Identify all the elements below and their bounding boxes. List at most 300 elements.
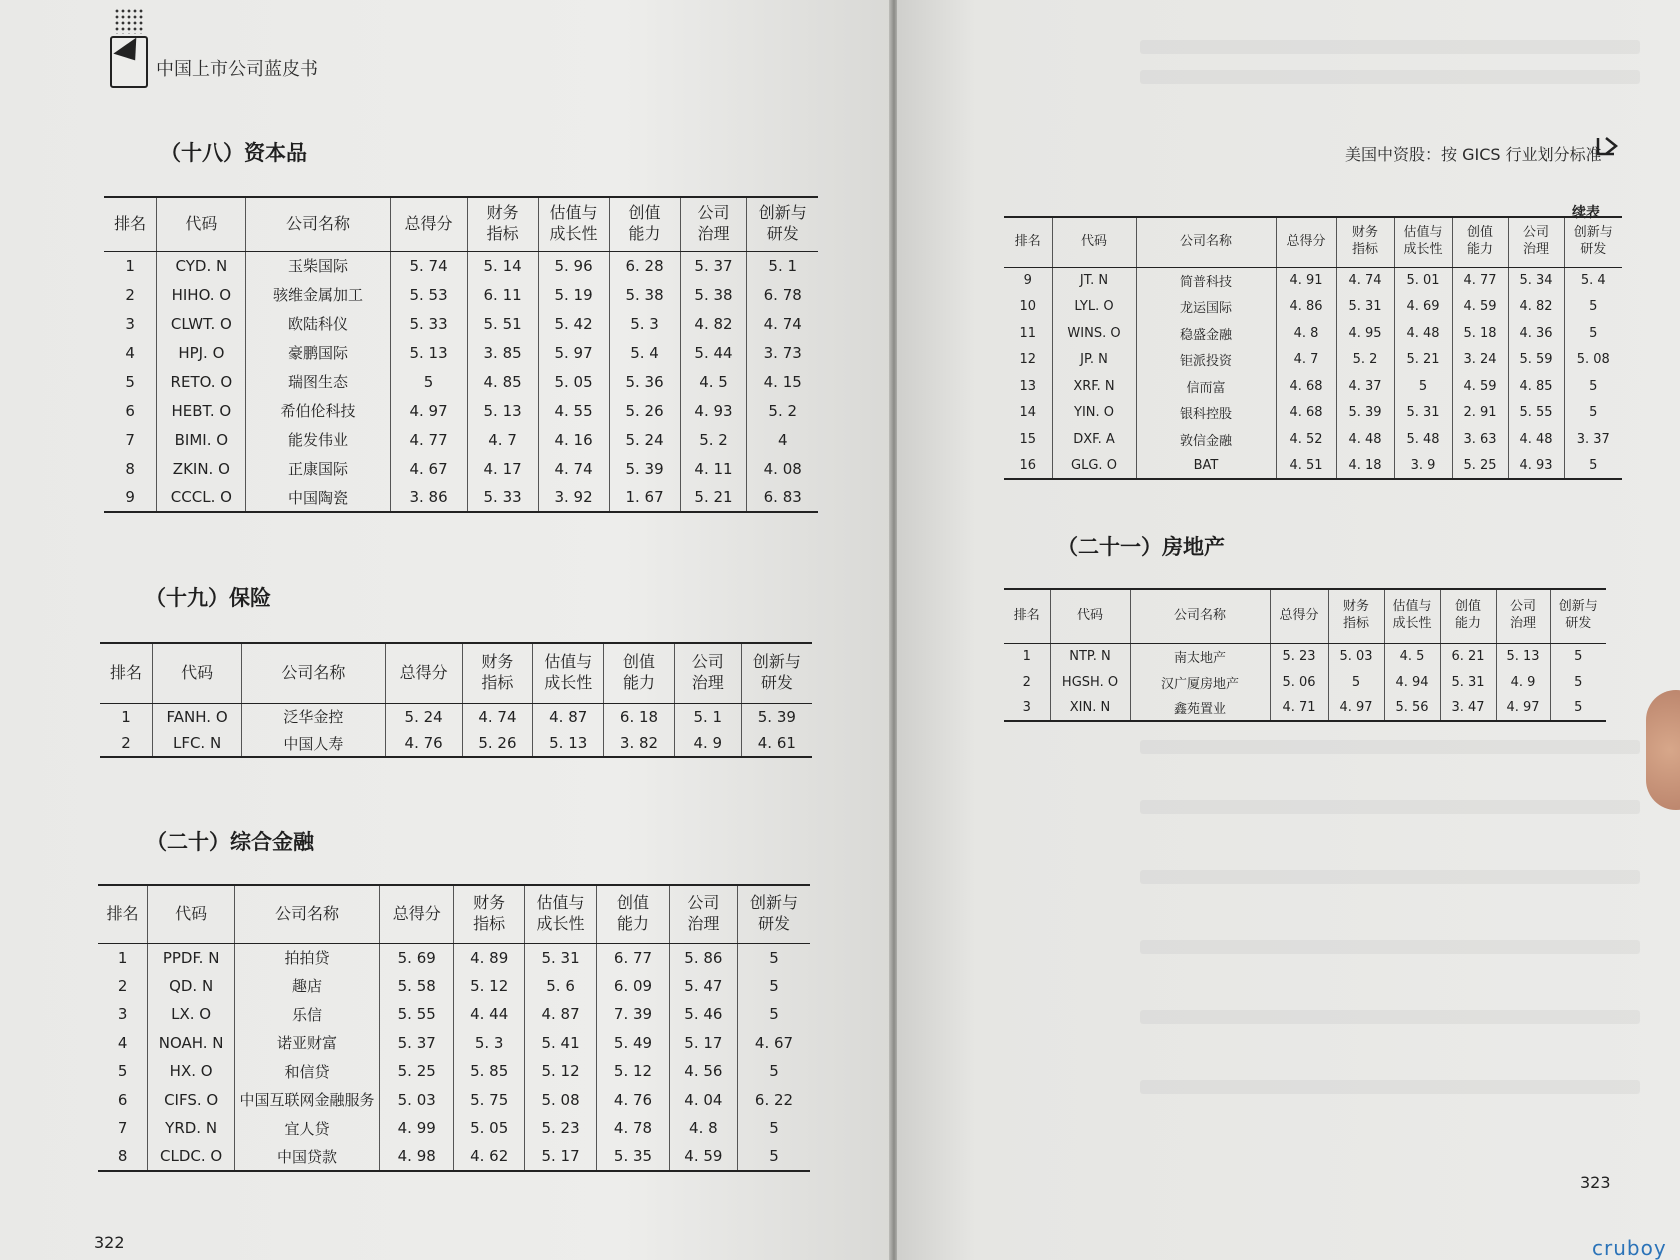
table-cell: 5. 12 [597, 1057, 669, 1086]
column-header: 代码 [148, 885, 235, 943]
table-cell: 5 [1550, 643, 1606, 669]
table-cell: 14 [1019, 405, 1037, 421]
table-cell: 鑫苑置业 [1130, 695, 1270, 721]
table-cell: 4. 77 [390, 425, 467, 454]
table-cell: 4. 93 [1508, 453, 1564, 480]
table-cell: 4. 98 [379, 1143, 454, 1172]
table-cell: 2. 91 [1452, 400, 1508, 427]
table-cell: 1 [121, 707, 131, 726]
column-header: 公司名称 [242, 643, 386, 703]
table-row [1004, 695, 1606, 721]
table-cell: 5 [738, 1143, 810, 1172]
table-cell: 4. 55 [538, 396, 609, 425]
table-cell: 5. 51 [467, 309, 538, 338]
column-header: 公司 治理 [1496, 589, 1550, 643]
table-cell: 5. 39 [1336, 400, 1394, 427]
table-cell: CLWT. O [157, 309, 246, 338]
table-row [1004, 267, 1622, 294]
table-cell: 泛华金控 [242, 703, 386, 730]
table-cell: 5. 4 [609, 338, 680, 367]
table-cell: 4. 69 [1394, 294, 1452, 321]
table-cell: 5 [1394, 373, 1452, 400]
table-cell: 4. 91 [1276, 267, 1336, 294]
table-cell: 3. 85 [467, 338, 538, 367]
table-cell: 5. 33 [390, 309, 467, 338]
table-row [98, 943, 810, 972]
table-cell: 3 [1004, 695, 1050, 721]
column-header: 排名 [104, 197, 157, 251]
table-cell: RETO. O [157, 367, 246, 396]
table-cell: 5 [1564, 320, 1622, 347]
table-cell: 4. 59 [669, 1143, 737, 1172]
table-cell: 中国互联网金融服务 [235, 1086, 380, 1115]
column-header: 创值 能力 [604, 643, 675, 703]
table-cell: 欧陆科仪 [246, 309, 390, 338]
table-cell: 6 [117, 1090, 128, 1109]
table-cell: 6 [125, 401, 135, 420]
table-cell: LYL. O [1052, 294, 1136, 321]
table-cell: 2 [125, 285, 135, 304]
table-cell: 6. 09 [597, 972, 669, 1001]
table-cell: 4. 97 [390, 396, 467, 425]
table-cell: 4. 7 [1276, 347, 1336, 374]
table-cell: 5. 24 [385, 703, 462, 730]
table-cell: BAT [1136, 453, 1276, 480]
column-header: 估值与 成长性 [533, 643, 604, 703]
table-cell: 骇维金属加工 [246, 280, 390, 309]
table-cell: 5. 56 [1384, 695, 1440, 721]
section-title-capital-goods: （十八）资本品 [160, 141, 307, 165]
table-cell: 5. 05 [454, 1114, 524, 1143]
table-cell: 5. 19 [538, 280, 609, 309]
table-row [98, 972, 810, 1001]
table-cell: 5. 21 [1394, 347, 1452, 374]
column-header: 公司 治理 [680, 197, 747, 251]
table-row [104, 425, 818, 454]
table-cell: 银科控股 [1136, 400, 1276, 427]
column-header: 创值 能力 [1452, 217, 1508, 267]
table-cell: 4. 9 [674, 730, 741, 757]
column-header: 估值与 成长性 [1394, 217, 1452, 267]
table-cell: 6. 11 [467, 280, 538, 309]
table-row [104, 280, 818, 309]
column-header: 公司名称 [1136, 217, 1276, 267]
table-cell: 5. 2 [680, 425, 747, 454]
table-cell: 7 [117, 1119, 128, 1138]
table-cell: 5 [117, 1062, 128, 1081]
table-cell: 3. 92 [538, 483, 609, 512]
table-cell: 5. 37 [680, 251, 747, 280]
table-cell: 4. 85 [467, 367, 538, 396]
table-cell: 4. 08 [747, 454, 818, 483]
table-cell: 5. 12 [524, 1057, 596, 1086]
table-row [1004, 320, 1622, 347]
table-cell: 5. 42 [538, 309, 609, 338]
table-cell: 稳盛金融 [1136, 320, 1276, 347]
table-row [1004, 294, 1622, 321]
table-cell: 乐信 [235, 1000, 380, 1029]
table-cell: 7 [125, 430, 135, 449]
table-cell: 3. 82 [604, 730, 675, 757]
table-cell: 希伯伦科技 [246, 396, 390, 425]
table-cell: 敦信金融 [1136, 426, 1276, 453]
table-cell: 5. 85 [454, 1057, 524, 1086]
table-cell: 汉广厦房地产 [1130, 669, 1270, 695]
table-cell: 3. 73 [747, 338, 818, 367]
table-cell: NTP. N [1050, 643, 1130, 669]
table-cell: 5 [1550, 669, 1606, 695]
table-cell: 5. 18 [1452, 320, 1508, 347]
table-cell: CIFS. O [148, 1086, 235, 1115]
table-row [100, 703, 812, 730]
table-cell: 5 [1328, 669, 1384, 695]
table-row [98, 1057, 810, 1086]
table-cell: 4. 82 [680, 309, 747, 338]
right-running-head: 美国中资股：按 GICS 行业划分标准 [1345, 145, 1602, 164]
table-cell: HGSH. O [1050, 669, 1130, 695]
table-cell: CYD. N [157, 251, 246, 280]
watermark: cruboy [1592, 1236, 1667, 1260]
table-cell: 5. 47 [669, 972, 737, 1001]
table-cell: 4 [117, 1033, 128, 1052]
table-cell: 5. 96 [538, 251, 609, 280]
table-cell: 4. 04 [669, 1086, 737, 1115]
table-row [98, 1029, 810, 1058]
table-cell: 3. 37 [1564, 426, 1622, 453]
table-cell: 4. 87 [533, 703, 604, 730]
column-header: 估值与 成长性 [524, 885, 596, 943]
table-cell: 5. 01 [1394, 267, 1452, 294]
table-cell: 5 [1564, 400, 1622, 427]
column-header: 排名 [1004, 589, 1050, 643]
column-header: 创新与 研发 [738, 885, 810, 943]
table-cell: 6. 18 [604, 703, 675, 730]
table-cell: 正康国际 [246, 454, 390, 483]
table-cell: 拍拍贷 [235, 943, 380, 972]
table-row [1004, 643, 1606, 669]
table-row [1004, 347, 1622, 374]
book-logo-icon [108, 8, 150, 88]
table-cell: 5. 39 [609, 454, 680, 483]
table-cell: 4. 74 [462, 703, 533, 730]
table-cell: 5 [738, 1057, 810, 1086]
table-cell: 4. 86 [1276, 294, 1336, 321]
table-cell: 4. 8 [1276, 320, 1336, 347]
table-cell: CLDC. O [148, 1143, 235, 1172]
table-cell: 4. 87 [524, 1000, 596, 1029]
table-cell: HEBT. O [157, 396, 246, 425]
column-header: 估值与 成长性 [1384, 589, 1440, 643]
table-cell: 5. 31 [1394, 400, 1452, 427]
table-cell: 4. 76 [597, 1086, 669, 1115]
table-cell: 5. 17 [669, 1029, 737, 1058]
table-cell: 3. 47 [1440, 695, 1496, 721]
table-cell: 5. 74 [390, 251, 467, 280]
table-cell: 5. 12 [454, 972, 524, 1001]
table-cell: 5 [738, 943, 810, 972]
table-cell: 4. 52 [1276, 426, 1336, 453]
real-estate-table [1004, 588, 1606, 722]
table-cell: 4. 71 [1270, 695, 1328, 721]
table-cell: 4. 93 [680, 396, 747, 425]
column-header: 排名 [1004, 217, 1052, 267]
column-header: 代码 [153, 643, 242, 703]
table-cell: 5. 33 [467, 483, 538, 512]
column-header: 创新与 研发 [1564, 217, 1622, 267]
table-cell: QD. N [148, 972, 235, 1001]
table-cell: 5. 14 [467, 251, 538, 280]
table-cell: 5. 2 [1336, 347, 1394, 374]
table-cell: 信而富 [1136, 373, 1276, 400]
table-row [1004, 400, 1622, 427]
table-cell: 7. 39 [597, 1000, 669, 1029]
table-cell: GLG. O [1052, 453, 1136, 480]
table-cell: 3. 24 [1452, 347, 1508, 374]
table-cell: 4. 59 [1452, 373, 1508, 400]
table-cell: 6. 83 [747, 483, 818, 512]
table-cell: 5. 26 [609, 396, 680, 425]
table-cell: 3. 63 [1452, 426, 1508, 453]
table-cell: 4. 61 [741, 730, 812, 757]
table-cell: 5. 37 [379, 1029, 454, 1058]
column-header: 代码 [1052, 217, 1136, 267]
table-cell: 5. 3 [454, 1029, 524, 1058]
column-header: 财务 指标 [462, 643, 533, 703]
table-cell: 5 [390, 367, 467, 396]
column-header: 总得分 [1276, 217, 1336, 267]
table-cell: 5. 36 [609, 367, 680, 396]
column-header: 公司名称 [246, 197, 390, 251]
table-cell: 4. 82 [1508, 294, 1564, 321]
table-row [1004, 669, 1606, 695]
column-header: 代码 [1050, 589, 1130, 643]
table-row [104, 454, 818, 483]
table-cell: 4 [747, 425, 818, 454]
table-cell: 4. 97 [1496, 695, 1550, 721]
column-header: 财务 指标 [467, 197, 538, 251]
column-header: 公司 治理 [669, 885, 737, 943]
column-header: 创新与 研发 [741, 643, 812, 703]
table-cell: 玉柴国际 [246, 251, 390, 280]
table-cell: CCCL. O [157, 483, 246, 512]
column-header: 公司 治理 [674, 643, 741, 703]
table-cell: HIHO. O [157, 280, 246, 309]
table-cell: 6. 21 [1440, 643, 1496, 669]
table-cell: 5. 31 [1336, 294, 1394, 321]
column-header: 创值 能力 [1440, 589, 1496, 643]
column-header: 估值与 成长性 [538, 197, 609, 251]
table-cell: JT. N [1052, 267, 1136, 294]
table-cell: 诺亚财富 [235, 1029, 380, 1058]
table-cell: 5. 35 [597, 1143, 669, 1172]
table-cell: 5. 23 [524, 1114, 596, 1143]
table-cell: 趣店 [235, 972, 380, 1001]
section-title-diversified-finance: （二十）综合金融 [146, 830, 314, 854]
table-cell: 5. 13 [390, 338, 467, 367]
table-cell: 4. 59 [1452, 294, 1508, 321]
table-cell: 5. 75 [454, 1086, 524, 1115]
table-cell: 4. 7 [467, 425, 538, 454]
table-cell: 5. 58 [379, 972, 454, 1001]
table-cell: 5. 4 [1564, 267, 1622, 294]
table-cell: 3 [125, 314, 135, 333]
table-cell: 5. 44 [680, 338, 747, 367]
table-cell: HX. O [148, 1057, 235, 1086]
table-cell: 13 [1019, 378, 1037, 394]
left-running-head: 中国上市公司蓝皮书 [156, 59, 318, 80]
table-cell: 5. 39 [741, 703, 812, 730]
table-cell: 能发伟业 [246, 425, 390, 454]
column-header: 创新与 研发 [1550, 589, 1606, 643]
table-cell: YIN. O [1052, 400, 1136, 427]
table-cell: 5. 03 [379, 1086, 454, 1115]
left-page-number: 322 [94, 1233, 125, 1252]
diversified-finance-continued-table [1004, 216, 1622, 480]
table-cell: BIMI. O [157, 425, 246, 454]
table-cell: 4. 95 [1336, 320, 1394, 347]
column-header: 公司名称 [1130, 589, 1270, 643]
table-cell: 3. 86 [390, 483, 467, 512]
table-cell: 南太地产 [1130, 643, 1270, 669]
table-row [1004, 453, 1622, 480]
table-cell: WINS. O [1052, 320, 1136, 347]
right-page-number: 323 [1580, 1173, 1611, 1192]
table-cell: 8 [125, 459, 135, 478]
table-cell: 9 [104, 483, 157, 512]
table-cell: 2 [117, 976, 128, 995]
table-cell: 5. 46 [669, 1000, 737, 1029]
table-cell: 宜人贷 [235, 1114, 380, 1143]
table-cell: 6. 22 [738, 1086, 810, 1115]
table-cell: 4. 77 [1452, 267, 1508, 294]
table-row [100, 730, 812, 757]
table-cell: 5. 1 [747, 251, 818, 280]
table-cell: 10 [1019, 299, 1037, 315]
table-cell: 4. 74 [747, 309, 818, 338]
section-title-insurance: （十九）保险 [145, 586, 271, 610]
table-cell: 8 [98, 1143, 148, 1172]
column-header: 创值 能力 [597, 885, 669, 943]
column-header: 总得分 [1270, 589, 1328, 643]
table-cell: 4. 68 [1276, 400, 1336, 427]
continued-label: 续表 [1572, 205, 1600, 221]
table-cell: 5. 06 [1270, 669, 1328, 695]
table-cell: 6. 78 [747, 280, 818, 309]
table-cell: 4. 89 [454, 943, 524, 972]
table-cell: 4. 37 [1336, 373, 1394, 400]
table-cell: 5. 17 [524, 1143, 596, 1172]
table-cell: 2 [100, 730, 153, 757]
table-cell: PPDF. N [148, 943, 235, 972]
table-cell: 5 [1550, 695, 1606, 721]
table-row [104, 483, 818, 512]
table-cell: 4. 44 [454, 1000, 524, 1029]
table-cell: DXF. A [1052, 426, 1136, 453]
table-cell: 16 [1004, 453, 1052, 480]
table-cell: 4. 62 [454, 1143, 524, 1172]
table-cell: 4. 99 [379, 1114, 454, 1143]
table-cell: 5. 69 [379, 943, 454, 972]
table-cell: 1 [117, 948, 128, 967]
column-header: 创新与 研发 [747, 197, 818, 251]
table-cell: 4. 17 [467, 454, 538, 483]
table-cell: 3 [117, 1005, 128, 1024]
table-cell: 5. 3 [609, 309, 680, 338]
table-cell: 豪鹏国际 [246, 338, 390, 367]
table-cell: 4. 74 [1336, 267, 1394, 294]
table-cell: 4. 5 [1384, 643, 1440, 669]
table-cell: 5. 26 [462, 730, 533, 757]
table-cell: LX. O [148, 1000, 235, 1029]
table-cell: 5 [125, 372, 135, 391]
table-cell: 1 [1022, 648, 1031, 664]
table-cell: 5 [738, 1114, 810, 1143]
table-cell: 4. 51 [1276, 453, 1336, 480]
table-cell: 4. 68 [1276, 373, 1336, 400]
table-cell: 15 [1019, 431, 1037, 447]
table-cell: 4. 74 [538, 454, 609, 483]
table-cell: 5. 13 [467, 396, 538, 425]
table-cell: 4. 48 [1394, 320, 1452, 347]
table-cell: 9 [1023, 273, 1032, 288]
table-cell: 4. 11 [680, 454, 747, 483]
table-cell: 4. 36 [1508, 320, 1564, 347]
table-cell: 4. 5 [680, 367, 747, 396]
table-cell: 5. 31 [1440, 669, 1496, 695]
table-cell: 1. 67 [609, 483, 680, 512]
table-cell: 5. 1 [674, 703, 741, 730]
corner-arrow-icon [1594, 134, 1620, 160]
table-cell: 5. 24 [609, 425, 680, 454]
table-cell: 5. 08 [524, 1086, 596, 1115]
table-cell: 4. 16 [538, 425, 609, 454]
table-cell: 12 [1019, 352, 1037, 368]
column-header: 排名 [98, 885, 148, 943]
table-cell: 4. 8 [669, 1114, 737, 1143]
table-cell: 中国贷款 [235, 1143, 380, 1172]
table-cell: 5. 13 [533, 730, 604, 757]
column-header: 代码 [157, 197, 246, 251]
diversified-finance-table [98, 884, 810, 1172]
thumb [1646, 690, 1680, 810]
table-cell: 3. 9 [1394, 453, 1452, 480]
table-cell: 5. 34 [1508, 267, 1564, 294]
table-cell: 5. 6 [524, 972, 596, 1001]
column-header: 公司 治理 [1508, 217, 1564, 267]
table-cell: 5 [738, 1000, 810, 1029]
table-cell: 4 [125, 343, 135, 362]
table-cell: 5. 21 [680, 483, 747, 512]
column-header: 财务 指标 [454, 885, 524, 943]
table-cell: 5. 31 [524, 943, 596, 972]
table-cell: 简普科技 [1136, 267, 1276, 294]
table-cell: 5. 59 [1508, 347, 1564, 374]
table-row [1004, 373, 1622, 400]
column-header: 创值 能力 [609, 197, 680, 251]
column-header: 财务 指标 [1328, 589, 1384, 643]
table-cell: 5 [1564, 294, 1622, 321]
table-cell: 和信贷 [235, 1057, 380, 1086]
table-cell: 5. 97 [538, 338, 609, 367]
table-cell: 11 [1019, 325, 1037, 341]
table-cell: 5. 03 [1328, 643, 1384, 669]
table-row [104, 338, 818, 367]
table-cell: 5. 38 [680, 280, 747, 309]
table-cell: 5. 49 [597, 1029, 669, 1058]
table-cell: 4. 15 [747, 367, 818, 396]
table-cell: 4. 94 [1384, 669, 1440, 695]
table-cell: 2 [1022, 674, 1031, 690]
